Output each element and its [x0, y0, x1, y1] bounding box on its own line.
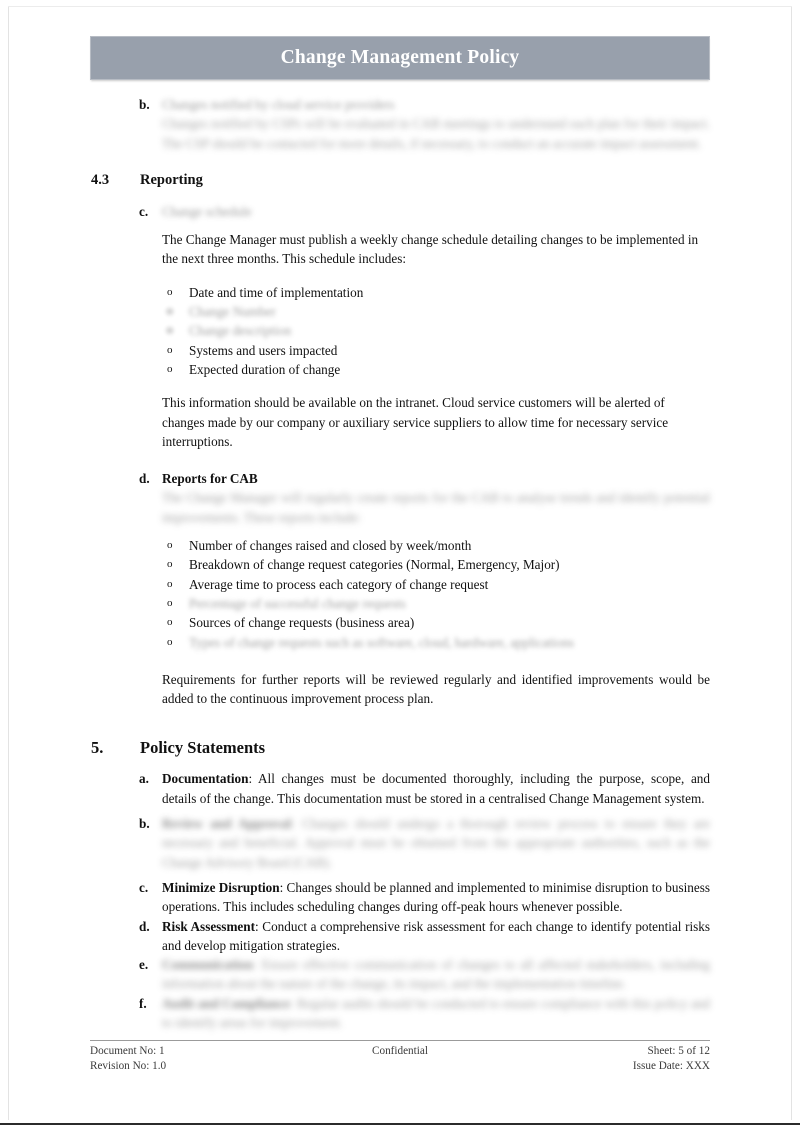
list-item — [167, 613, 710, 632]
list-item — [167, 360, 710, 379]
policy-item-lead: Review and Approval — [162, 816, 292, 832]
list-item-label: Percentage of successful change requests — [189, 595, 406, 611]
circle-bullet-icon: o — [167, 539, 173, 552]
policy-item-text: : Changes should undergo a thorough review process to ensure they are necessary and beneficial. Approval must be obtained from the appropriate authorities, such as the Change Advisory Board (CAB). — [162, 816, 710, 870]
policy-item-d — [0, 917, 800, 956]
section-heading-reporting — [0, 171, 800, 190]
policy-item-text: : Ensure effective communication of changes to all affected stakeholders, including information about the nature of the change, its impact, and the implementation timeline. — [162, 957, 710, 992]
section-number: 4.3 — [91, 171, 110, 188]
list-item — [167, 633, 710, 652]
list-marker: b. — [139, 97, 150, 112]
list-item — [167, 575, 710, 594]
policy-item-b — [0, 814, 800, 872]
redacted-heading: Changes notified by cloud service providers — [162, 97, 395, 112]
policy-item-text: : Conduct a comprehensive risk assessment for each change to identify potential risks and develop mitigation strategies. — [162, 918, 710, 953]
list-item — [167, 321, 710, 340]
redacted-paragraph: Changes notified by CSPs will be evaluated in CAB meetings to understand each plan for their impact. The CSP should be contacted for more details, if necessary, to conduct an accurate impact assessment. — [162, 116, 710, 151]
list-item-label: Systems and users impacted — [189, 342, 338, 358]
list-marker: c. — [139, 879, 149, 895]
list-item-label: Change Number — [189, 304, 276, 320]
circle-bullet-icon: o — [167, 616, 173, 629]
list-item-b-continued — [0, 95, 800, 153]
policy-item-text: : All changes must be documented thoroughly, including the purpose, scope, and details of the change. This documentation must be stored in a centralised Change Management system. — [162, 771, 710, 806]
circle-bullet-icon: o — [167, 362, 173, 375]
circle-bullet-icon: o — [167, 596, 173, 609]
circle-bullet-icon: o — [167, 343, 173, 356]
section-title: Reporting — [140, 171, 203, 188]
section-title: Policy Statements — [140, 738, 266, 758]
policy-item-lead: Documentation — [162, 771, 249, 787]
list-item-heading: Reports for CAB — [162, 471, 258, 487]
redacted-heading: Change schedule — [162, 203, 252, 219]
list-item-label: Breakdown of change request categories (Normal, Emergency, Major) — [189, 557, 560, 573]
circle-bullet-icon: o — [167, 305, 173, 318]
footer-revision-no: Revision No: 1.0 — [90, 1060, 167, 1072]
list-marker: e. — [139, 957, 149, 973]
list-item — [167, 341, 710, 360]
page-border-top — [8, 6, 792, 7]
list-marker: d. — [139, 471, 150, 487]
redacted-paragraph: The Change Manager will regularly create reports for the CAB to analyse trends and identify potential improvements. These reports include: — [162, 490, 710, 525]
page-footer — [90, 1040, 710, 1074]
list-item-label: Expected duration of change — [189, 361, 341, 377]
circle-bullet-icon: o — [167, 635, 173, 648]
list-item — [167, 594, 710, 613]
policy-item-lead: Communication — [162, 957, 253, 973]
footer-sheet-number: Sheet: 5 of 12 — [647, 1045, 710, 1057]
list-marker: b. — [139, 816, 150, 832]
list-marker: f. — [139, 995, 147, 1011]
section-number: 5. — [91, 738, 104, 758]
section-heading-policy-statements — [0, 738, 800, 757]
page-title: Change Management Policy — [280, 47, 520, 68]
list-item — [167, 283, 710, 302]
bullet-list-change-schedule — [0, 283, 800, 379]
paragraph-intranet-availability: This information should be available on the intranet. Cloud service customers will be alerted of changes made by our company or auxiliary service suppliers to allow time for necessary service interruptions. — [162, 395, 669, 449]
list-item — [167, 555, 710, 574]
footer-document-no: Document No: 1 — [90, 1045, 165, 1057]
footer-classification: Confidential — [372, 1045, 428, 1057]
list-item-d-reports-for-cab — [0, 469, 800, 488]
list-item-label: Average time to process each category of change request — [189, 576, 489, 592]
list-item-c-change-schedule — [0, 202, 800, 221]
list-item — [167, 302, 710, 321]
list-item-label: Date and time of implementation — [189, 284, 364, 300]
list-marker: d. — [139, 918, 150, 934]
bullet-list-cab-reports — [0, 536, 800, 652]
list-item — [167, 536, 710, 555]
policy-item-lead: Audit and Compliance — [162, 995, 290, 1011]
policy-item-text: : Changes should be planned and implemented to minimise disruption to business operations. This includes scheduling changes during off-peak hours whenever possible. — [162, 879, 710, 915]
list-marker: c. — [139, 203, 149, 219]
circle-bullet-icon: o — [167, 324, 173, 337]
circle-bullet-icon: o — [167, 577, 173, 590]
footer-issue-date: Issue Date: XXX — [632, 1060, 710, 1072]
policy-item-c — [0, 878, 800, 917]
paragraph-further-reports: Requirements for further reports will be reviewed regularly and identified improvements would be added to the continuous improvement process plan. — [162, 671, 710, 707]
circle-bullet-icon: o — [167, 285, 173, 298]
policy-item-a — [0, 769, 800, 808]
policy-item-f — [0, 994, 800, 1033]
policy-item-e — [0, 955, 800, 994]
list-item-label: Number of changes raised and closed by week/month — [189, 538, 472, 554]
circle-bullet-icon: o — [167, 558, 173, 571]
paragraph-change-schedule-intro: The Change Manager must publish a weekly change schedule detailing changes to be implemented in the next three months. This schedule includes: — [162, 232, 699, 267]
list-item-label: Sources of change requests (business area) — [189, 615, 415, 631]
list-marker: a. — [139, 771, 149, 787]
policy-item-text: : Regular audits should be conducted to ensure compliance with this policy and to identify areas for improvement. — [162, 995, 710, 1030]
document-body — [0, 95, 800, 1032]
policy-item-lead: Risk Assessment — [162, 918, 256, 934]
policy-item-lead: Minimize Disruption — [162, 879, 280, 895]
list-item-label: Change description — [189, 323, 292, 339]
list-item-label: Types of change requests such as software, cloud, hardware, applications — [189, 634, 575, 650]
document-header-banner — [90, 36, 710, 80]
